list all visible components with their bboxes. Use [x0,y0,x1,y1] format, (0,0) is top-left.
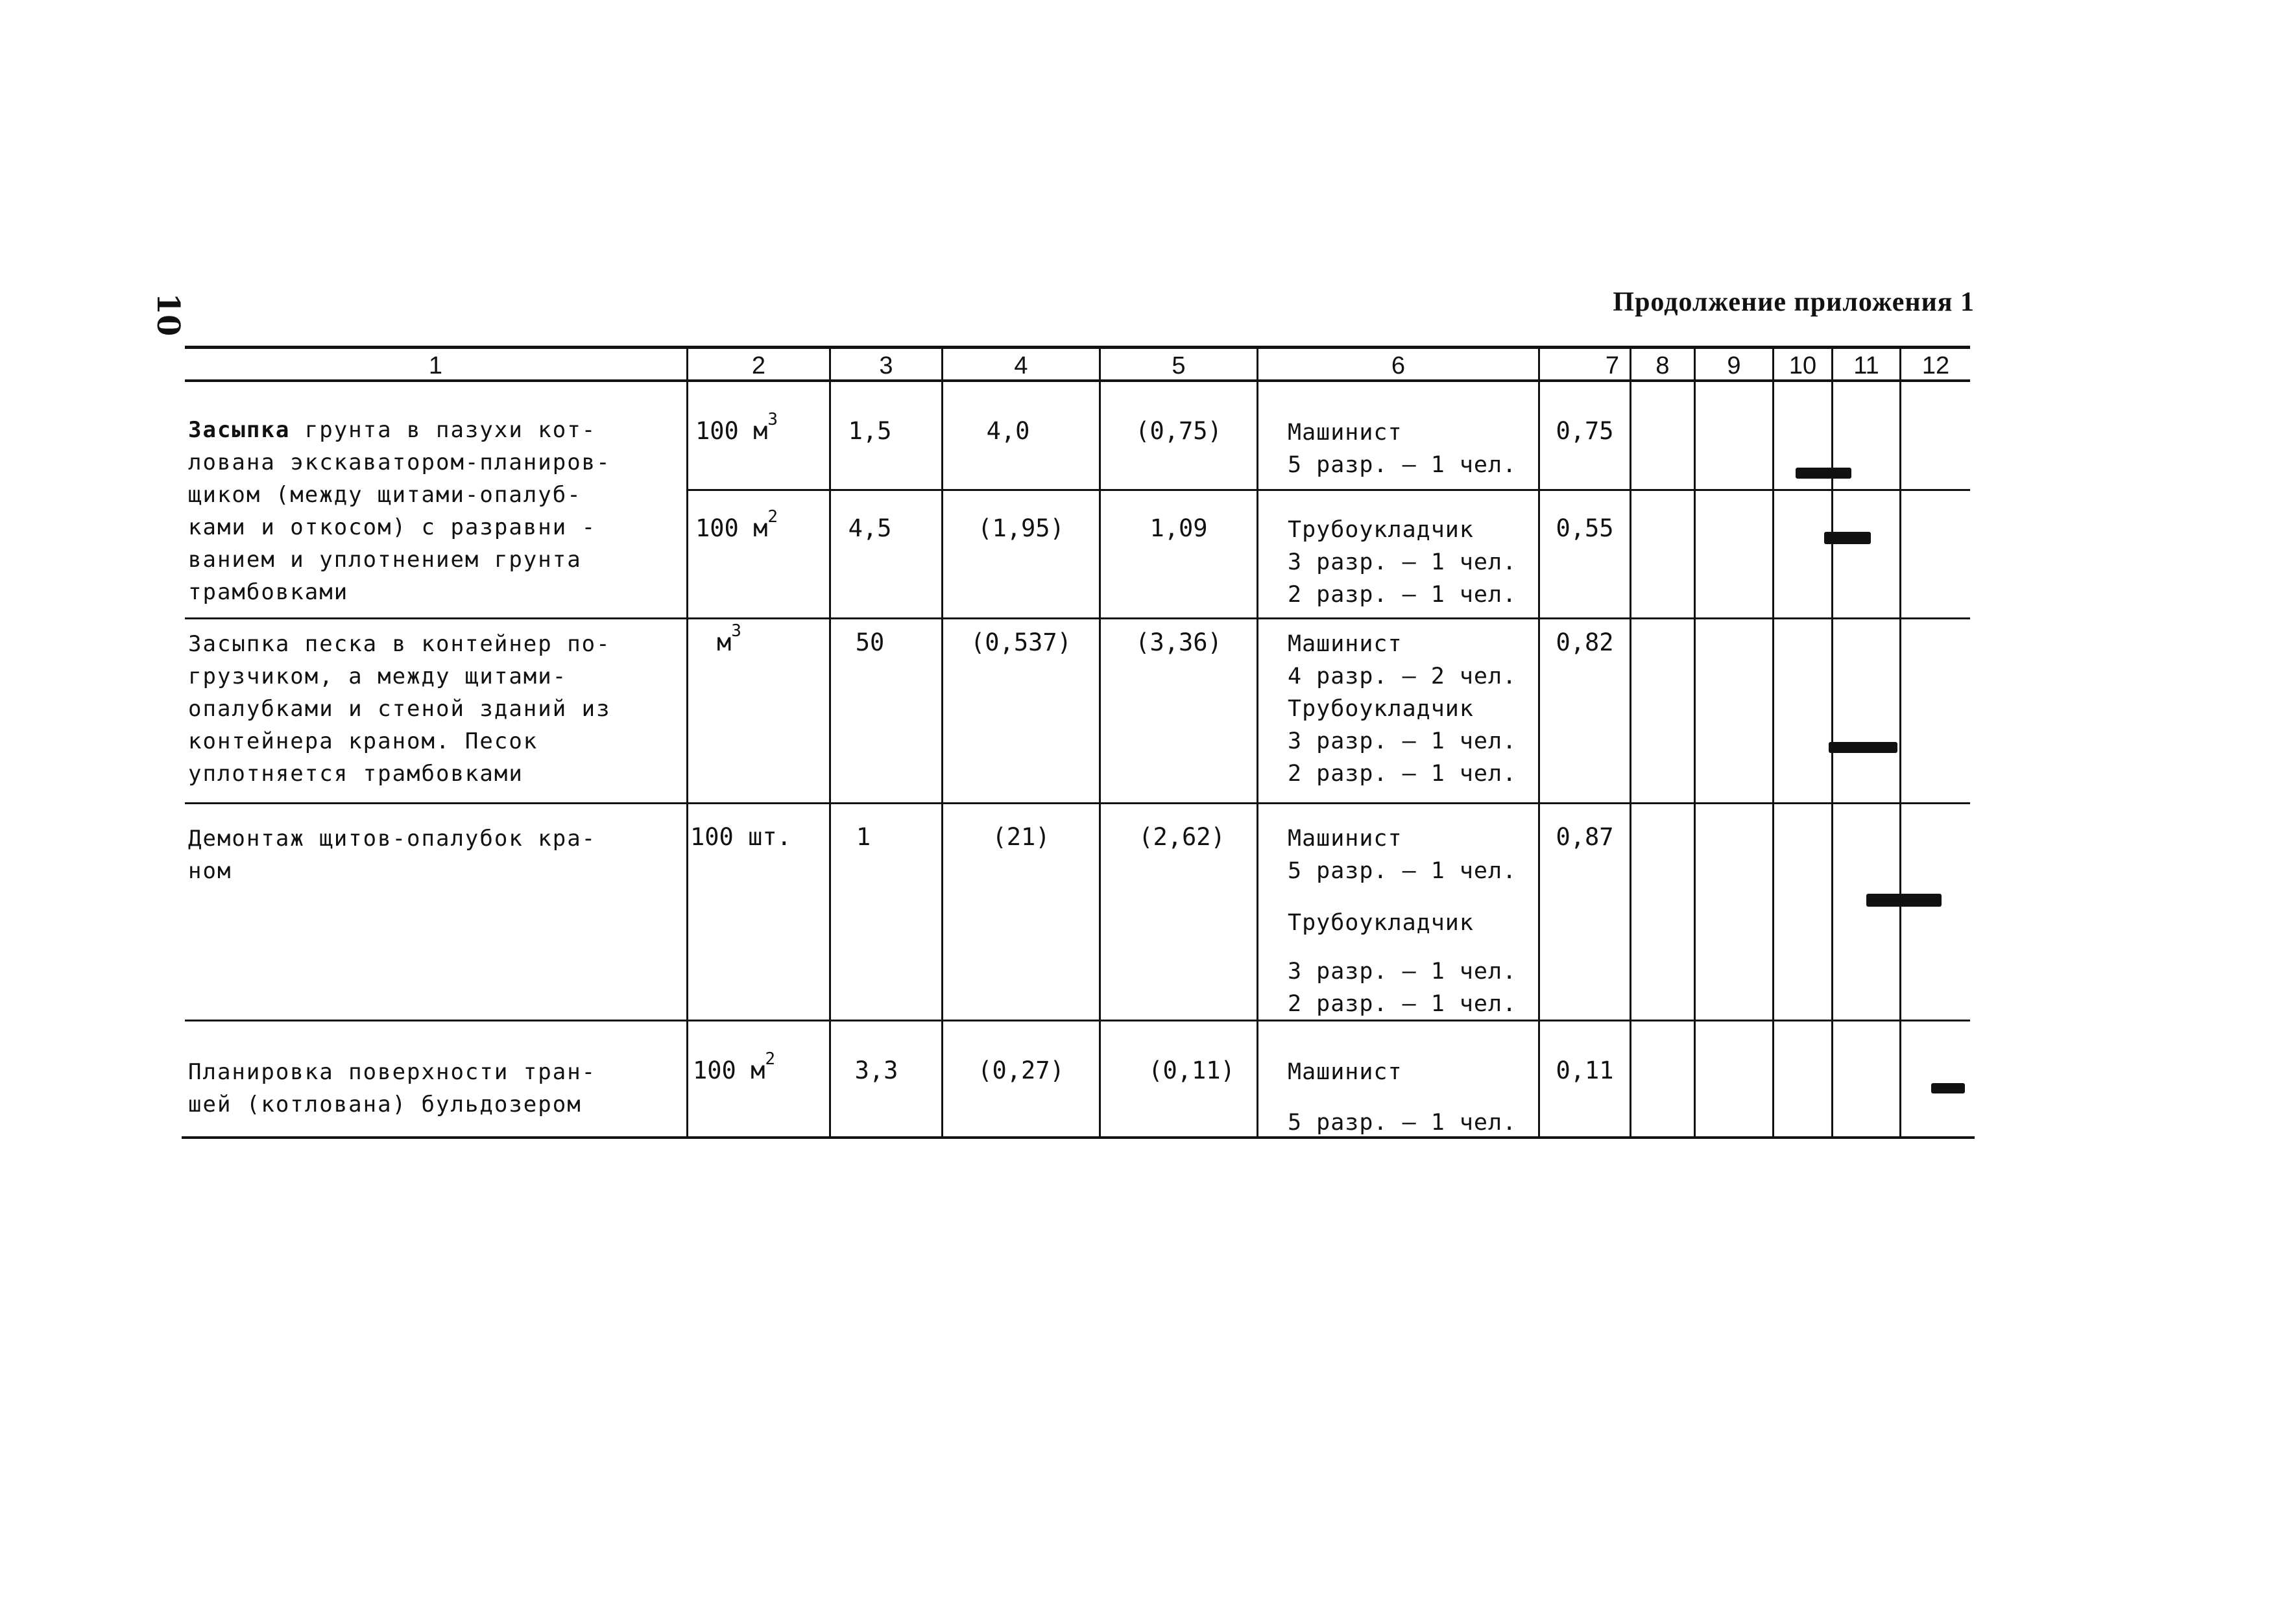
crew-composition: Машинист 5 разр. – 1 чел. [1288,826,1517,884]
labor-cost-cell: (0,27) [978,1057,1065,1084]
unit-cell [695,410,778,448]
work-description-bulldozer-grading: Планировка поверхности тран- шей (котлована) бульдозером [188,1059,597,1117]
duration-cell: 0,87 [1556,823,1614,851]
col-header-5: 5 [1172,352,1186,379]
unit-value: м [717,628,732,656]
col-header-2: 2 [751,352,766,379]
col-header-10: 10 [1788,352,1817,379]
machine-cost-cell: (0,75) [1135,417,1222,445]
col-divider-4 [1099,346,1101,1138]
duration-cell: 0,11 [1556,1057,1614,1084]
schedule-bar [1796,468,1851,479]
row1-bottom-rule [185,617,1970,619]
continuation-title: Продолжение приложения 1 [1613,287,1975,317]
col-header-9: 9 [1727,352,1741,379]
col-header-1: 1 [428,352,443,379]
row1-subrow-divider [686,489,1970,491]
volume-cell: 1,5 [848,417,892,445]
volume-cell: 50 [855,628,885,656]
crew-composition: Машинист 5 разр. – 1 чел. [1288,420,1517,478]
labor-cost-cell: (1,95) [978,514,1065,542]
col-header-6: 6 [1391,352,1406,379]
col-header-7: 7 [1605,352,1619,379]
row2-bottom-rule [185,802,1970,804]
labor-cost-cell: (0,537) [970,628,1072,656]
crew-composition: Машинист 4 разр. – 2 чел. Трубоукладчик 3 разр. – 1 чел. 2 разр. – 1 чел. [1288,631,1517,787]
volume-cell: 4,5 [848,514,892,542]
schedule-bar [1829,742,1897,753]
labor-cost-cell: 4,0 [986,417,1030,445]
col-divider-9 [1772,346,1774,1138]
unit-cell [695,507,778,545]
duration-cell: 0,55 [1556,514,1614,542]
work-description-sand-backfill: Засыпка песка в контейнер по- грузчиком, а между щитами- опалубками и стеной зданий из контейнера краном. Песок уплотняется трамбовками [188,631,611,787]
schedule-bar [1866,894,1942,907]
crew-composition: Машинист [1288,1059,1402,1085]
work-description-first-line: грунта в пазухи кот- [290,417,597,443]
duration-cell: 0,82 [1556,628,1614,656]
labor-cost-cell: (21) [992,823,1050,851]
unit-value: 100 м [695,514,768,542]
crew-composition: Трубоукладчик [1288,910,1474,936]
duration-cell: 0,75 [1556,417,1614,445]
row3-bottom-rule [185,1020,1970,1021]
unit-cell [717,621,741,659]
col-divider-1 [686,346,688,1138]
crew-composition: Трубоукладчик 3 разр. – 1 чел. 2 разр. – 1 чел. [1288,517,1517,608]
work-description-formwork-dismantling: Демонтаж щитов-опалубок кра- ном [188,826,597,884]
work-description-backfill-excavator [188,414,611,608]
machine-cost-cell: (0,11) [1148,1057,1235,1084]
work-description-rest: лована экскаватором-планиров- щиком (между щитами-опалуб- ками и откосом) с разравни - ванием и уплотнением грунта трамбовками [188,449,611,605]
col-divider-2 [829,346,831,1138]
unit-cell [693,1049,776,1087]
col-header-4: 4 [1014,352,1028,379]
col-header-3: 3 [879,352,893,379]
col-header-11: 11 [1853,352,1879,379]
col-divider-3 [941,346,943,1138]
crew-composition: 5 разр. – 1 чел. [1288,1110,1517,1136]
col-divider-5 [1257,346,1258,1138]
schedule-bar [1931,1083,1965,1093]
col-header-8: 8 [1655,352,1670,379]
schedule-bar [1824,532,1871,544]
unit-exponent: 3 [767,410,778,429]
unit-exponent: 2 [765,1049,776,1069]
table-bottom-rule [182,1136,1975,1139]
unit-exponent: 3 [731,621,741,641]
page-number: 10 [150,293,186,337]
col-divider-7 [1630,346,1631,1138]
machine-cost-cell: 1,09 [1149,514,1208,542]
unit-value: 100 м [695,417,768,445]
crew-composition: 3 разр. – 1 чел. 2 разр. – 1 чел. [1288,959,1517,1017]
table-top-rule [185,346,1970,349]
machine-cost-cell: (3,36) [1135,628,1222,656]
unit-value: 100 м [693,1057,765,1084]
col-divider-6 [1538,346,1540,1138]
unit-cell: 100 шт. [690,823,791,851]
unit-exponent: 2 [767,507,778,527]
col-divider-8 [1694,346,1696,1138]
volume-cell: 3,3 [854,1057,898,1084]
machine-cost-cell: (2,62) [1138,823,1225,851]
col-divider-11 [1899,346,1901,1138]
work-description-lead: Засыпка [188,417,291,443]
volume-cell: 1 [856,823,871,851]
col-header-12: 12 [1921,352,1950,379]
